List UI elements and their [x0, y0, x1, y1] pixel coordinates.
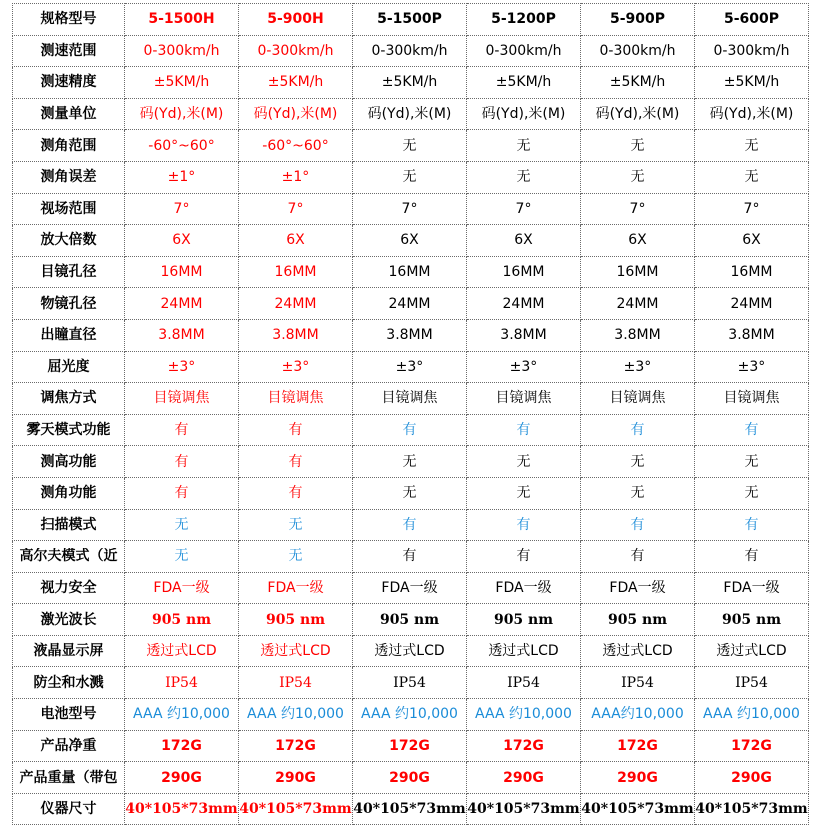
spec-value: 6X	[467, 225, 581, 257]
spec-value: 905 nm	[239, 604, 353, 636]
spec-value: 40*105*73mm	[239, 793, 353, 825]
spec-value: ±5KM/h	[467, 67, 581, 99]
spec-label: 屈光度	[13, 351, 125, 383]
spec-label: 放大倍数	[13, 225, 125, 257]
spec-value: 16MM	[125, 256, 239, 288]
spec-label: 测高功能	[13, 446, 125, 478]
spec-label: 出瞳直径	[13, 319, 125, 351]
spec-label: 电池型号	[13, 699, 125, 731]
spec-value: FDA一级	[695, 572, 809, 604]
spec-value: 有	[695, 541, 809, 573]
spec-value: 无	[695, 477, 809, 509]
spec-value: 16MM	[239, 256, 353, 288]
spec-row	[13, 193, 809, 225]
spec-value: AAA 约10,000	[353, 699, 467, 731]
spec-value: IP54	[581, 667, 695, 699]
spec-value: 16MM	[353, 256, 467, 288]
spec-row	[13, 383, 809, 415]
spec-value: 有	[581, 414, 695, 446]
spec-value: 16MM	[581, 256, 695, 288]
spec-value: 7°	[581, 193, 695, 225]
spec-value: 有	[467, 541, 581, 573]
spec-value: 290G	[353, 762, 467, 794]
spec-value: ±3°	[353, 351, 467, 383]
spec-row	[13, 161, 809, 193]
spec-value: 有	[353, 541, 467, 573]
spec-value: ±5KM/h	[695, 67, 809, 99]
spec-value: 码(Yd),米(M)	[353, 98, 467, 130]
spec-label: 测速精度	[13, 67, 125, 99]
spec-value: 7°	[695, 193, 809, 225]
spec-value: 无	[353, 161, 467, 193]
spec-value: 码(Yd),米(M)	[467, 98, 581, 130]
model-header: 5-600P	[695, 4, 809, 36]
spec-value: 透过式LCD	[581, 635, 695, 667]
spec-value: AAA 约10,000	[467, 699, 581, 731]
spec-value: 无	[467, 130, 581, 162]
spec-value: 无	[239, 509, 353, 541]
spec-row	[13, 509, 809, 541]
spec-value: 目镜调焦	[353, 383, 467, 415]
spec-value: 无	[695, 130, 809, 162]
spec-value: 有	[125, 446, 239, 478]
spec-value: 24MM	[353, 288, 467, 320]
spec-value: ±3°	[125, 351, 239, 383]
spec-value: 码(Yd),米(M)	[695, 98, 809, 130]
spec-value: 无	[695, 446, 809, 478]
spec-value: AAA 约10,000	[695, 699, 809, 731]
spec-label: 扫描模式	[13, 509, 125, 541]
spec-value: 290G	[467, 762, 581, 794]
spec-label: 激光波长	[13, 604, 125, 636]
spec-value: 无	[467, 477, 581, 509]
spec-label: 物镜孔径	[13, 288, 125, 320]
spec-row	[13, 225, 809, 257]
spec-value: 172G	[353, 730, 467, 762]
spec-label: 仪器尺寸	[13, 793, 125, 825]
spec-row	[13, 414, 809, 446]
spec-value: 有	[125, 477, 239, 509]
spec-value: 无	[353, 477, 467, 509]
spec-label: 测角误差	[13, 161, 125, 193]
spec-value: 有	[467, 509, 581, 541]
spec-value: 有	[239, 414, 353, 446]
spec-value: 172G	[581, 730, 695, 762]
spec-label: 调焦方式	[13, 383, 125, 415]
spec-value: 172G	[467, 730, 581, 762]
spec-row	[13, 730, 809, 762]
spec-label: 测速范围	[13, 35, 125, 67]
spec-value: 无	[353, 130, 467, 162]
spec-value: 有	[353, 509, 467, 541]
spec-value: 7°	[353, 193, 467, 225]
spec-value: 172G	[695, 730, 809, 762]
model-header: 5-900P	[581, 4, 695, 36]
spec-value: 290G	[581, 762, 695, 794]
spec-row	[13, 446, 809, 478]
spec-value: 3.8MM	[353, 319, 467, 351]
spec-value: 3.8MM	[467, 319, 581, 351]
spec-value: 172G	[239, 730, 353, 762]
spec-value: FDA一级	[467, 572, 581, 604]
spec-value: ±1°	[125, 161, 239, 193]
spec-value: 290G	[695, 762, 809, 794]
spec-value: 40*105*73mm	[581, 793, 695, 825]
spec-value: ±3°	[239, 351, 353, 383]
spec-value: FDA一级	[125, 572, 239, 604]
spec-value: 码(Yd),米(M)	[239, 98, 353, 130]
spec-row	[13, 793, 809, 825]
spec-value: 无	[353, 446, 467, 478]
spec-value: 目镜调焦	[125, 383, 239, 415]
spec-value: 40*105*73mm	[353, 793, 467, 825]
spec-value: 透过式LCD	[353, 635, 467, 667]
spec-value: 有	[353, 414, 467, 446]
spec-value: 7°	[125, 193, 239, 225]
spec-label: 产品重量（带包	[13, 762, 125, 794]
spec-value: 码(Yd),米(M)	[581, 98, 695, 130]
spec-value: 有	[581, 509, 695, 541]
spec-value: 透过式LCD	[695, 635, 809, 667]
model-header: 5-1200P	[467, 4, 581, 36]
spec-value: 有	[467, 414, 581, 446]
spec-label: 防尘和水溅	[13, 667, 125, 699]
spec-value: 有	[239, 477, 353, 509]
spec-value: 905 nm	[353, 604, 467, 636]
spec-value: 3.8MM	[695, 319, 809, 351]
spec-value: ±5KM/h	[353, 67, 467, 99]
spec-label	[13, 541, 125, 573]
spec-value: 3.8MM	[239, 319, 353, 351]
model-header: 5-900H	[239, 4, 353, 36]
spec-value: 无	[581, 446, 695, 478]
spec-value: 有	[239, 446, 353, 478]
spec-row	[13, 256, 809, 288]
spec-label: 视场范围	[13, 193, 125, 225]
spec-value: 905 nm	[581, 604, 695, 636]
header-label: 规格型号	[13, 4, 125, 36]
spec-value: 目镜调焦	[581, 383, 695, 415]
spec-value: 无	[125, 541, 239, 573]
spec-value: AAA 约10,000	[239, 699, 353, 731]
spec-row	[13, 319, 809, 351]
spec-value: -60°~60°	[239, 130, 353, 162]
spec-value: 有	[695, 509, 809, 541]
spec-label: 测角功能	[13, 477, 125, 509]
spec-value: 无	[581, 477, 695, 509]
spec-value: IP54	[467, 667, 581, 699]
spec-value: AAA 约10,000	[125, 699, 239, 731]
model-header: 5-1500P	[353, 4, 467, 36]
spec-value: 24MM	[125, 288, 239, 320]
spec-row	[13, 98, 809, 130]
spec-value: ±5KM/h	[581, 67, 695, 99]
spec-row	[13, 635, 809, 667]
spec-value: 7°	[467, 193, 581, 225]
spec-value: 7°	[239, 193, 353, 225]
spec-row	[13, 35, 809, 67]
spec-value: 24MM	[581, 288, 695, 320]
spec-value: 无	[581, 130, 695, 162]
spec-value: 24MM	[695, 288, 809, 320]
spec-value: IP54	[695, 667, 809, 699]
header-row	[13, 4, 809, 36]
spec-value: -60°~60°	[125, 130, 239, 162]
spec-value: 0-300km/h	[467, 35, 581, 67]
spec-value: 905 nm	[695, 604, 809, 636]
spec-value: 0-300km/h	[581, 35, 695, 67]
spec-value: 0-300km/h	[125, 35, 239, 67]
spec-value: ±3°	[581, 351, 695, 383]
spec-label: 测角范围	[13, 130, 125, 162]
spec-row	[13, 288, 809, 320]
spec-value: 透过式LCD	[239, 635, 353, 667]
spec-value: ±1°	[239, 161, 353, 193]
spec-value: 6X	[125, 225, 239, 257]
spec-label: 目镜孔径	[13, 256, 125, 288]
spec-value: 码(Yd),米(M)	[125, 98, 239, 130]
spec-row	[13, 604, 809, 636]
spec-row	[13, 762, 809, 794]
spec-value: 目镜调焦	[695, 383, 809, 415]
spec-value: 有	[125, 414, 239, 446]
spec-value: 0-300km/h	[239, 35, 353, 67]
spec-label: 雾天模式功能	[13, 414, 125, 446]
spec-row	[13, 351, 809, 383]
spec-table	[12, 3, 809, 825]
spec-row	[13, 541, 809, 573]
spec-value: 6X	[353, 225, 467, 257]
spec-value: 无	[581, 161, 695, 193]
spec-row	[13, 667, 809, 699]
spec-value: 290G	[239, 762, 353, 794]
spec-value: FDA一级	[581, 572, 695, 604]
spec-value: ±5KM/h	[125, 67, 239, 99]
spec-value: 16MM	[467, 256, 581, 288]
spec-value: 目镜调焦	[467, 383, 581, 415]
spec-value: 无	[467, 161, 581, 193]
spec-row	[13, 572, 809, 604]
spec-value: 0-300km/h	[695, 35, 809, 67]
spec-value: AAA约10,000	[581, 699, 695, 731]
spec-value: 0-300km/h	[353, 35, 467, 67]
spec-value: 3.8MM	[125, 319, 239, 351]
spec-row	[13, 130, 809, 162]
spec-label: 测量单位	[13, 98, 125, 130]
spec-value: ±3°	[467, 351, 581, 383]
spec-value: 有	[695, 414, 809, 446]
spec-row	[13, 477, 809, 509]
spec-value: 16MM	[695, 256, 809, 288]
spec-label-text: 高尔夫模式（近	[19, 547, 118, 564]
spec-value: IP54	[239, 667, 353, 699]
spec-value: 有	[581, 541, 695, 573]
spec-value: FDA一级	[353, 572, 467, 604]
spec-value: IP54	[353, 667, 467, 699]
spec-value: 无	[125, 509, 239, 541]
spec-value: 905 nm	[467, 604, 581, 636]
spec-value: 无	[239, 541, 353, 573]
spec-value: IP54	[125, 667, 239, 699]
spec-value: 24MM	[467, 288, 581, 320]
spec-value: 290G	[125, 762, 239, 794]
spec-value: ±3°	[695, 351, 809, 383]
spec-value: 3.8MM	[581, 319, 695, 351]
spec-value: FDA一级	[239, 572, 353, 604]
spec-value: 6X	[581, 225, 695, 257]
spec-value: 透过式LCD	[125, 635, 239, 667]
spec-label: 视力安全	[13, 572, 125, 604]
spec-value: ±5KM/h	[239, 67, 353, 99]
spec-label: 液晶显示屏	[13, 635, 125, 667]
spec-value: 40*105*73mm	[125, 793, 239, 825]
spec-value: 40*105*73mm	[467, 793, 581, 825]
spec-value: 905 nm	[125, 604, 239, 636]
spec-row	[13, 699, 809, 731]
spec-value: 无	[695, 161, 809, 193]
spec-value: 透过式LCD	[467, 635, 581, 667]
spec-value: 24MM	[239, 288, 353, 320]
spec-label: 产品净重	[13, 730, 125, 762]
spec-value: 无	[467, 446, 581, 478]
spec-value: 40*105*73mm	[695, 793, 809, 825]
spec-row	[13, 67, 809, 99]
spec-value: 目镜调焦	[239, 383, 353, 415]
spec-value: 6X	[695, 225, 809, 257]
spec-value: 172G	[125, 730, 239, 762]
spec-value: 6X	[239, 225, 353, 257]
model-header: 5-1500H	[125, 4, 239, 36]
